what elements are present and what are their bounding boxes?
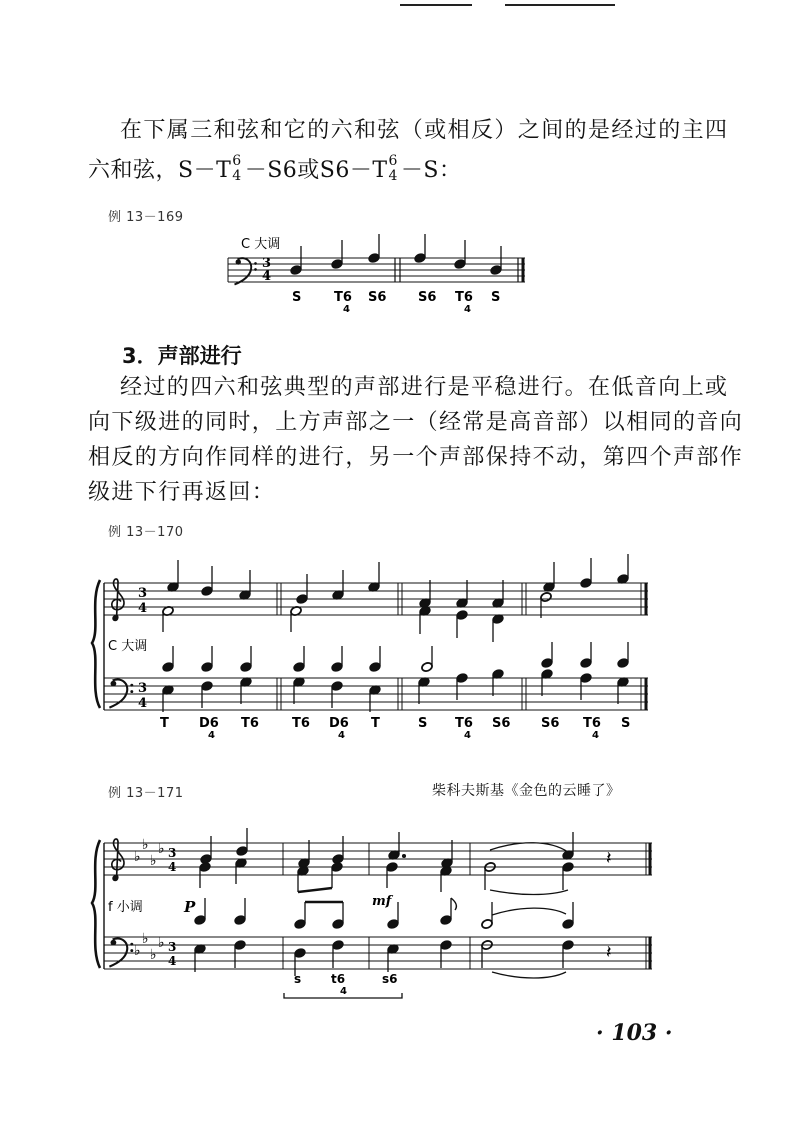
example-169-function-sub-4: 4 — [464, 304, 471, 315]
svg-text:♭: ♭ — [150, 853, 157, 869]
svg-text:♭: ♭ — [150, 947, 157, 963]
brace-icon — [92, 840, 100, 968]
example-169-key: C 大调 — [241, 237, 281, 252]
svg-text:♭: ♭ — [142, 837, 149, 853]
formula-part-3: －S： — [400, 158, 462, 183]
svg-text:♭: ♭ — [134, 943, 141, 959]
svg-text:3: 3 — [138, 681, 148, 696]
section-3-para-line-2: 向下级进的同时，上方声部之一（经常是高音部）以相同的音向 — [88, 410, 744, 435]
intro-line-2-start: 六和弦， — [88, 158, 179, 183]
example-170-function-4: D6 — [329, 716, 349, 731]
bass-clef-icon — [235, 258, 257, 284]
example-170-key: C 大调 — [108, 639, 148, 654]
example-169-score — [228, 234, 525, 315]
svg-text:4: 4 — [138, 696, 148, 711]
page-number: · 103 · — [596, 1020, 673, 1046]
example-170-function-sub-7: 4 — [464, 730, 471, 741]
section-3-para-line-4: 级进下行再返回： — [88, 480, 276, 505]
example-169-function-4: T6 — [455, 290, 473, 305]
example-171-score — [92, 828, 652, 998]
section-3-para-line-1: 经过的四六和弦典型的声部进行是平稳进行。在低音向上或 — [120, 375, 729, 400]
section-3-para-line-3: 相反的方向作同样的进行，另一个声部保持不动，第四个声部作 — [88, 445, 744, 470]
example-170-function-11: S — [621, 716, 631, 731]
svg-text:♭: ♭ — [142, 931, 149, 947]
example-169-function-1: T6 — [334, 290, 352, 305]
example-170-function-6: S — [418, 716, 428, 731]
svg-text:♭: ♭ — [134, 849, 141, 865]
example-170-label: 例 13－170 — [108, 525, 184, 540]
dynamic-p: P — [184, 898, 196, 916]
example-170-function-sub-4: 4 — [338, 730, 345, 741]
dynamic-mf: mf — [372, 894, 392, 909]
example-170-function-2: T6 — [241, 716, 259, 731]
example-171-source: 柴科夫斯基《金色的云睡了》 — [432, 783, 621, 799]
svg-text:4: 4 — [138, 601, 148, 616]
example-170-function-3: T6 — [292, 716, 310, 731]
formula-part-1: S－T — [178, 158, 232, 183]
example-170-function-0: T — [160, 716, 169, 731]
formula-part-2: －S6或S6－T — [244, 158, 388, 183]
example-170-function-9: S6 — [541, 716, 560, 731]
svg-text:𝄽: 𝄽 — [606, 942, 612, 963]
svg-text:3: 3 — [168, 846, 177, 860]
svg-text:4: 4 — [168, 860, 177, 874]
example-170-function-10: T6 — [583, 716, 601, 731]
example-169-label: 例 13－169 — [108, 210, 184, 225]
example-169-function-0: S — [292, 290, 302, 305]
example-171-key: f 小调 — [108, 900, 143, 915]
svg-text:3: 3 — [262, 256, 272, 271]
svg-text:♭: ♭ — [158, 841, 165, 857]
example-171-function-sub-1: 4 — [340, 986, 347, 997]
example-170-function-sub-10: 4 — [592, 730, 599, 741]
section-3-heading: 3．声部进行 — [122, 344, 242, 368]
svg-text:4: 4 — [168, 954, 177, 968]
svg-text:3: 3 — [168, 940, 177, 954]
example-170-function-8: S6 — [492, 716, 511, 731]
svg-text:3: 3 — [138, 586, 148, 601]
example-170-function-7: T6 — [455, 716, 473, 731]
example-171-function-1: t6 — [331, 972, 346, 986]
example-169-function-2: S6 — [368, 290, 387, 305]
formula-fraction-2: 6 4 — [388, 153, 398, 184]
example-170-function-5: T — [371, 716, 380, 731]
svg-text:𝄽: 𝄽 — [606, 848, 612, 869]
example-171-label: 例 13－171 — [108, 786, 184, 801]
example-170-score — [92, 554, 648, 741]
intro-line-1: 在下属三和弦和它的六和弦（或相反）之间的是经过的主四 — [120, 118, 729, 143]
example-170-function-sub-1: 4 — [208, 730, 215, 741]
example-169-function-5: S — [491, 290, 501, 305]
svg-text:♭: ♭ — [158, 935, 165, 951]
formula-fraction-1: 6 4 — [232, 153, 242, 184]
example-169-function-sub-1: 4 — [343, 304, 350, 315]
example-171-function-2: s6 — [382, 972, 398, 986]
example-171-function-0: s — [294, 972, 302, 986]
brace-icon — [92, 580, 100, 708]
svg-text:4: 4 — [262, 269, 272, 284]
example-169-function-3: S6 — [418, 290, 437, 305]
example-170-function-1: D6 — [199, 716, 219, 731]
rest-icons — [606, 848, 612, 963]
